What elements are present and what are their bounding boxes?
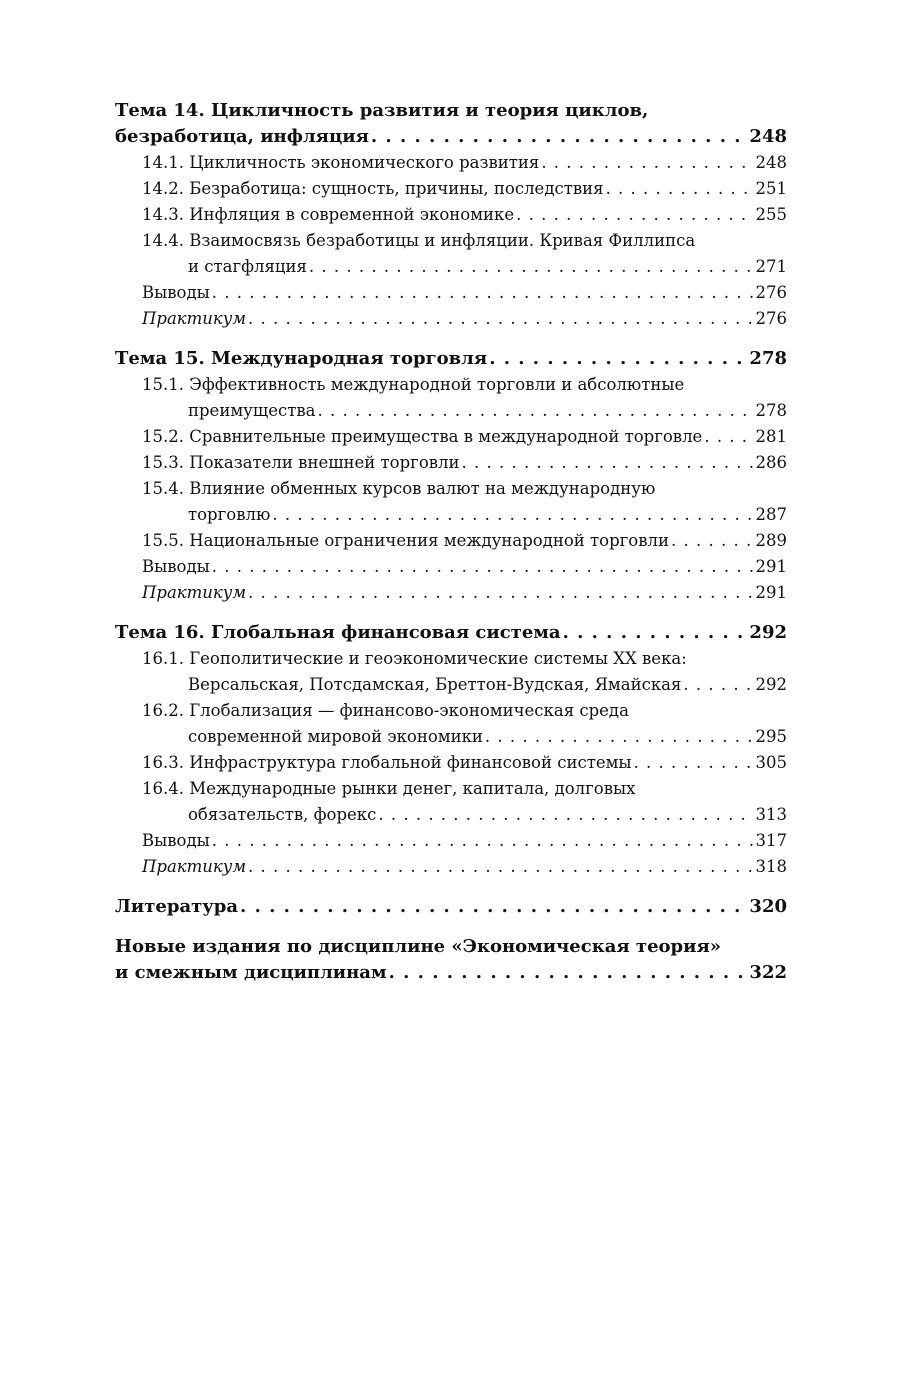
entry-title-line: 14.4. Взаимосвязь безработицы и инфляции. Кривая Филлипса [142,231,696,250]
dot-leader [317,398,753,424]
dot-leader [683,672,753,698]
entry-title-line: 16.2. Глобализация — финансово-экономическая среда [142,701,629,720]
entry-row [142,854,787,880]
page-number: 295 [755,727,787,746]
entry-title-line: торговлю [188,505,271,524]
entry-row [142,580,787,606]
entry-row [142,150,787,176]
entry-row [142,424,787,450]
theme-title-row [115,346,787,372]
entry-row [142,672,787,698]
dot-leader [240,894,747,920]
entry-row [142,802,787,828]
toc-entry[interactable] [115,450,787,476]
entry-title-line: современной мировой экономики [188,727,483,746]
entry-title-line: 16.3. Инфраструктура глобальной финансовой системы [142,753,632,772]
toc-theme-heading[interactable] [115,620,787,646]
entry-title-line: Практикум [142,857,247,876]
page-number: 305 [755,753,787,772]
entry-row [142,554,787,580]
dot-leader [212,280,754,306]
page-number: 287 [755,505,787,524]
dot-leader [248,306,753,332]
entry-title-line: 16.4. Международные рынки денег, капитала, долговых [142,779,636,798]
page-number: 322 [749,962,787,983]
dot-leader [371,124,748,150]
theme-title-row [115,620,787,646]
theme-title-line: Тема 16. Глобальная финансовая система [115,622,561,643]
toc-theme-heading[interactable] [115,934,787,986]
theme-title-line: безработица, инфляция [115,126,369,147]
page-number: 317 [755,831,787,850]
toc-entry[interactable] [115,580,787,606]
toc-entry[interactable] [115,202,787,228]
dot-leader [541,150,753,176]
dot-leader [248,854,753,880]
page-number: 248 [749,126,787,147]
toc-entry[interactable] [115,476,787,528]
toc-entry[interactable] [115,280,787,306]
dot-leader [272,502,753,528]
dot-leader [212,554,754,580]
theme-title-line: Тема 15. Международная торговля [115,348,488,369]
entry-row [142,254,787,280]
page-number: 251 [755,179,787,198]
page-number: 291 [755,583,787,602]
toc-theme-heading[interactable] [115,346,787,372]
dot-leader [462,450,754,476]
entry-title-line: Выводы [142,831,210,850]
toc-entry[interactable] [115,554,787,580]
dot-leader [563,620,748,646]
page-number: 271 [755,257,787,276]
entry-title-line: 14.3. Инфляция в современной экономике [142,205,515,224]
theme-title-line: Новые издания по дисциплине «Экономическая теория» [115,936,722,957]
page-number: 286 [755,453,787,472]
page-number: 291 [755,557,787,576]
page-number: 289 [755,531,787,550]
entry-row [142,306,787,332]
dot-leader [704,424,753,450]
entry-title-line: обязательств, форекс [188,805,377,824]
page-number: 278 [749,348,787,369]
toc-entry[interactable] [115,750,787,776]
entry-title-line: 16.1. Геополитические и геоэкономические системы XX века: [142,649,687,668]
toc-entry[interactable] [115,306,787,332]
toc-entry[interactable] [115,528,787,554]
toc-theme-heading[interactable] [115,98,787,150]
theme-title-row [115,960,787,986]
toc-entry[interactable] [115,698,787,750]
dot-leader [389,960,748,986]
theme-title-line: Тема 14. Цикличность развития и теория циклов, [115,100,649,121]
entry-title-line: Выводы [142,557,210,576]
entry-title-line: 14.2. Безработица: сущность, причины, последствия [142,179,604,198]
entry-title-line: 15.1. Эффективность международной торговли и абсолютные [142,375,685,394]
entry-title-line: Версальская, Потсдамская, Бреттон-Вудская, Ямайская [188,675,682,694]
dot-leader [606,176,754,202]
toc-entry[interactable] [115,372,787,424]
entry-title-line: преимущества [188,401,316,420]
table-of-contents [115,98,787,986]
entry-row [142,176,787,202]
toc-entry[interactable] [115,228,787,280]
entry-title-line: и стагфляция [188,257,307,276]
page-number: 278 [755,401,787,420]
entry-row [142,450,787,476]
entry-title-line: Выводы [142,283,210,302]
entry-row [142,202,787,228]
page-number: 248 [755,153,787,172]
page-number: 276 [755,283,787,302]
entry-row [142,398,787,424]
dot-leader [309,254,754,280]
toc-entry[interactable] [115,828,787,854]
dot-leader [485,724,754,750]
page-number: 281 [755,427,787,446]
page-number: 320 [749,896,787,917]
entry-title-line: 15.4. Влияние обменных курсов валют на международную [142,479,656,498]
page-number: 313 [755,805,787,824]
toc-entry[interactable] [115,150,787,176]
entry-row [142,828,787,854]
entry-row [142,502,787,528]
toc-entry[interactable] [115,176,787,202]
dot-leader [212,828,754,854]
toc-entry[interactable] [115,854,787,880]
toc-entry[interactable] [115,646,787,698]
entry-title-line: 15.3. Показатели внешней торговли [142,453,460,472]
page-number: 292 [749,622,787,643]
toc-theme-heading[interactable] [115,894,787,920]
dot-leader [378,802,753,828]
toc-entry[interactable] [115,776,787,828]
dot-leader [516,202,753,228]
theme-title-row [115,894,787,920]
theme-title-line: и смежным дисциплинам [115,962,387,983]
entry-title-line: 14.1. Цикличность экономического развития [142,153,540,172]
dot-leader [248,580,753,606]
page-number: 276 [755,309,787,328]
dot-leader [671,528,753,554]
toc-entry[interactable] [115,424,787,450]
entry-title-line: Практикум [142,583,247,602]
entry-row [142,528,787,554]
entry-row [142,750,787,776]
dot-leader [489,346,747,372]
entry-row [142,280,787,306]
entry-title-line: Практикум [142,309,247,328]
page-number: 292 [755,675,787,694]
entry-title-line: 15.5. Национальные ограничения международной торговли [142,531,670,550]
theme-title-line: Литература [115,896,239,917]
dot-leader [634,750,754,776]
page-number: 318 [755,857,787,876]
page-number: 255 [755,205,787,224]
entry-title-line: 15.2. Сравнительные преимущества в международной торговле [142,427,703,446]
theme-title-row [115,124,787,150]
entry-row [142,724,787,750]
